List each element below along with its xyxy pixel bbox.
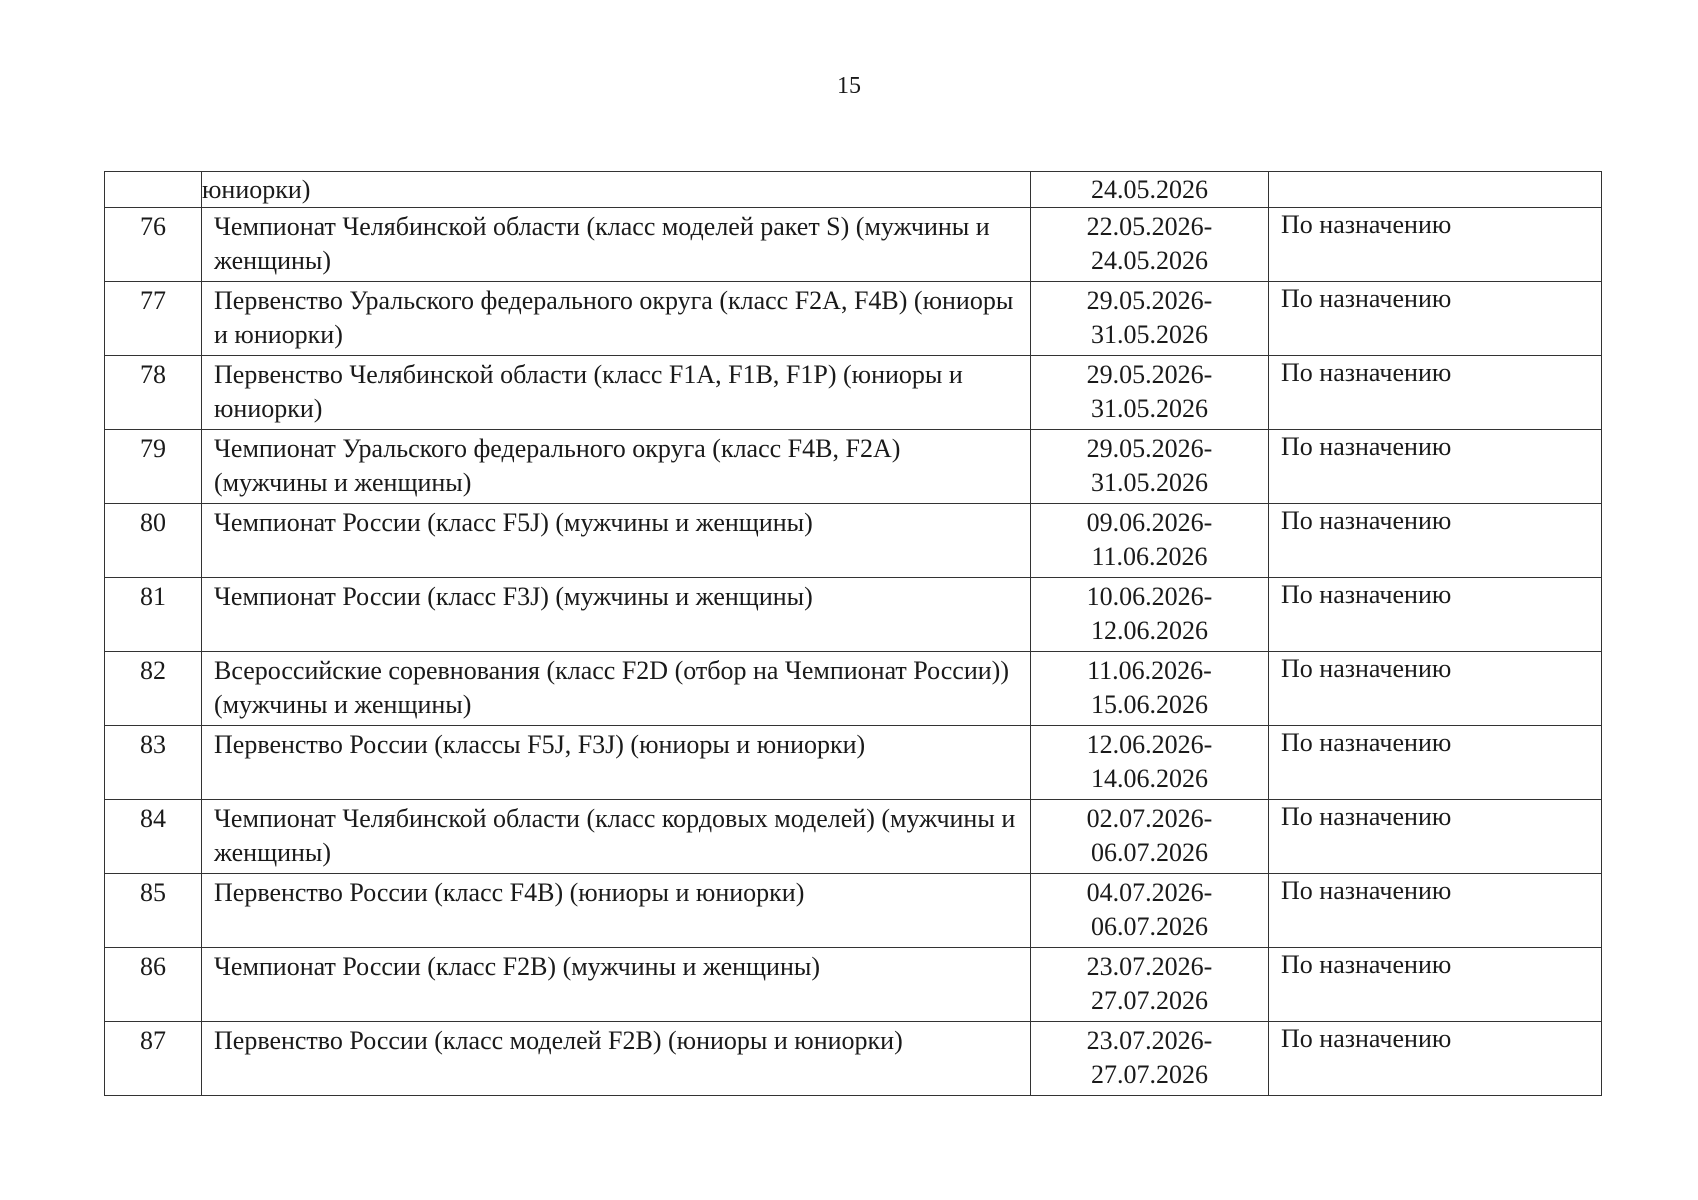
cell-event-name: Чемпионат России (класс F3J) (мужчины и женщины) (202, 578, 1031, 652)
table-row (105, 504, 1602, 578)
cell-event-name: Чемпионат Челябинской области (класс кордовых моделей) (мужчины и женщины) (202, 800, 1031, 874)
cell-number (105, 172, 202, 208)
page-number: 15 (837, 73, 861, 99)
table-row (105, 652, 1602, 726)
cell-number: 76 (105, 208, 202, 282)
table-row (105, 282, 1602, 356)
cell-number: 85 (105, 874, 202, 948)
cell-event-name: Первенство России (класс моделей F2B) (юниоры и юниорки) (202, 1022, 1031, 1096)
cell-event-note: По назначению (1269, 282, 1602, 356)
cell-number: 82 (105, 652, 202, 726)
cell-event-name: Чемпионат России (класс F5J) (мужчины и женщины) (202, 504, 1031, 578)
cell-event-dates: 24.05.2026 (1031, 172, 1269, 208)
cell-event-dates: 12.06.2026- 14.06.2026 (1031, 726, 1269, 800)
cell-event-name: Первенство России (классы F5J, F3J) (юниоры и юниорки) (202, 726, 1031, 800)
cell-number: 84 (105, 800, 202, 874)
table-row (105, 874, 1602, 948)
cell-event-dates: 29.05.2026- 31.05.2026 (1031, 356, 1269, 430)
cell-event-note: По назначению (1269, 356, 1602, 430)
cell-event-name: Первенство Челябинской области (класс F1A, F1B, F1P) (юниоры и юниорки) (202, 356, 1031, 430)
cell-event-name: Всероссийские соревнования (класс F2D (отбор на Чемпионат России)) (мужчины и женщины) (202, 652, 1031, 726)
table-row-continuation (105, 172, 1602, 208)
cell-event-note (1269, 172, 1602, 208)
table-row (105, 726, 1602, 800)
table-row (105, 430, 1602, 504)
cell-number: 81 (105, 578, 202, 652)
cell-event-name: Первенство Уральского федерального округа (класс F2A, F4B) (юниоры и юниорки) (202, 282, 1031, 356)
cell-event-dates: 09.06.2026- 11.06.2026 (1031, 504, 1269, 578)
cell-number: 86 (105, 948, 202, 1022)
cell-event-name: Чемпионат России (класс F2B) (мужчины и женщины) (202, 948, 1031, 1022)
cell-event-dates: 23.07.2026- 27.07.2026 (1031, 948, 1269, 1022)
table-row (105, 356, 1602, 430)
cell-event-dates: 23.07.2026- 27.07.2026 (1031, 1022, 1269, 1096)
cell-event-note: По назначению (1269, 208, 1602, 282)
cell-event-note: По назначению (1269, 948, 1602, 1022)
cell-event-note: По назначению (1269, 652, 1602, 726)
table-row (105, 800, 1602, 874)
cell-event-note: По назначению (1269, 430, 1602, 504)
cell-number: 87 (105, 1022, 202, 1096)
table-row (105, 1022, 1602, 1096)
cell-number: 83 (105, 726, 202, 800)
table-row (105, 208, 1602, 282)
cell-event-name: юниорки) (202, 172, 1031, 208)
cell-event-dates: 29.05.2026- 31.05.2026 (1031, 430, 1269, 504)
cell-event-dates: 10.06.2026- 12.06.2026 (1031, 578, 1269, 652)
cell-event-name: Чемпионат Челябинской области (класс моделей ракет S) (мужчины и женщины) (202, 208, 1031, 282)
cell-event-dates: 02.07.2026- 06.07.2026 (1031, 800, 1269, 874)
cell-number: 78 (105, 356, 202, 430)
cell-event-dates: 04.07.2026- 06.07.2026 (1031, 874, 1269, 948)
cell-number: 80 (105, 504, 202, 578)
cell-event-dates: 11.06.2026- 15.06.2026 (1031, 652, 1269, 726)
cell-event-name: Чемпионат Уральского федерального округа (класс F4B, F2A) (мужчины и женщины) (202, 430, 1031, 504)
events-table (104, 171, 1602, 1096)
table-row (105, 948, 1602, 1022)
cell-event-note: По назначению (1269, 578, 1602, 652)
cell-number: 77 (105, 282, 202, 356)
cell-event-note: По назначению (1269, 800, 1602, 874)
table-row (105, 578, 1602, 652)
cell-event-note: По назначению (1269, 874, 1602, 948)
cell-event-dates: 22.05.2026- 24.05.2026 (1031, 208, 1269, 282)
cell-event-dates: 29.05.2026- 31.05.2026 (1031, 282, 1269, 356)
cell-event-note: По назначению (1269, 726, 1602, 800)
cell-event-note: По назначению (1269, 504, 1602, 578)
cell-event-name: Первенство России (класс F4B) (юниоры и юниорки) (202, 874, 1031, 948)
cell-number: 79 (105, 430, 202, 504)
cell-event-note: По назначению (1269, 1022, 1602, 1096)
